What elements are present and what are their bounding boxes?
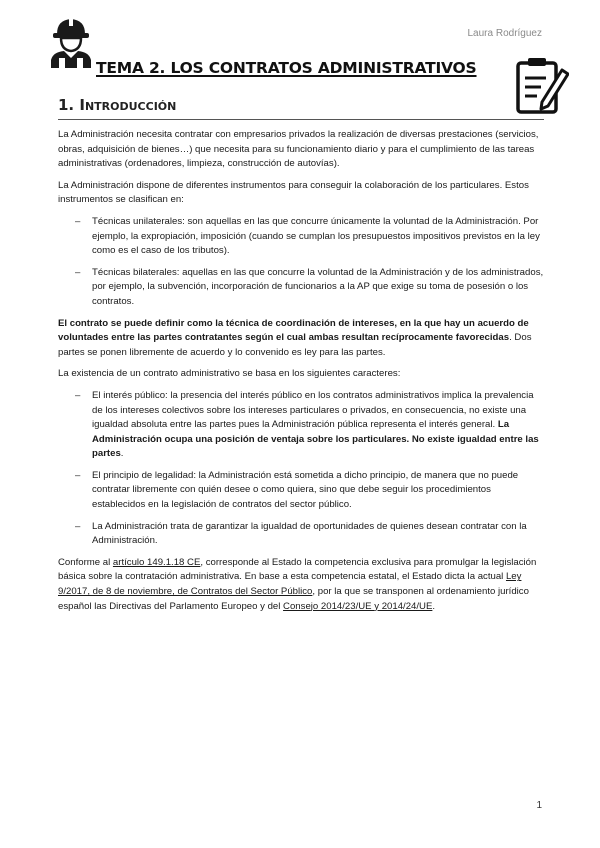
eu-directives-link[interactable]: Consejo 2014/23/UE y 2014/24/UE <box>283 600 433 612</box>
legal-text: , corresponde al Estado la competencia exclusiva para promulgar la legislación básica sobre la contratación administrativa. En base a esta competencia estatal, el Estado dicta la actual <box>58 556 537 583</box>
list-item-text: Técnicas unilaterales: son aquellas en las que concurre únicamente la voluntad de la Administración. Por ejemplo, la expropiación, imposición (cuando se cumplan los presupuestos impositivos previstos en la ley como es el caso de los tributos). <box>92 215 540 257</box>
legal-text: . <box>432 600 436 612</box>
list-item-bold: La Administración ocupa una posición de ventaja sobre los particulares. No existe igualdad entre las partes <box>92 419 539 460</box>
paragraph-contract-definition <box>58 317 544 361</box>
author-name: Laura Rodríguez <box>467 28 542 39</box>
list-item: – El principio de legalidad: la Administración está sometida a dicho principio, de manera que no puede contratar libremente con quién desee o como quiera, sino que debe seguir los procedimientos establecidos en la legislación de contratos del sector público. <box>75 469 519 511</box>
list-item-end: . <box>120 448 124 460</box>
definition-rest: . Dos partes se ponen libremente de acuerdo y lo convenido es ley para las partes. <box>58 332 532 358</box>
legal-text: Conforme al <box>58 556 113 568</box>
constitution-article-link[interactable]: artículo 149.1.18 CE <box>112 556 201 568</box>
definition-bold: El contrato se puede definir como la técnica de coordinación de intereses, en la que hay un acuerdo de voluntades entre las partes contratantes según el cual ambas resultan recíprocamente favorecidas <box>58 317 529 344</box>
page-number: 1 <box>536 800 542 811</box>
instruments-list <box>58 215 544 310</box>
paragraph-instruments: La Administración dispone de diferentes instrumentos para conseguir la colaboración de los particulares. Estos instrumentos se clasifican en: <box>58 179 529 206</box>
paragraph-characters: La existencia de un contrato administrativo se basa en los siguientes caracteres: <box>58 368 401 380</box>
list-item: – Técnicas unilaterales: son aquellas en las que concurre únicamente la voluntad de la Administración. Por ejemplo, la expropiación, imposición (cuando se cumplan los presupuestos impositivos previstos en la ley como es el caso de los tributos). <box>75 215 540 257</box>
section-heading <box>58 96 544 120</box>
list-item: – Técnicas bilaterales: aquellas en las que concurre la voluntad de la Administración y de los administrados, por ejemplo, la subvención, incorporación de funcionarios a la AP que exige su toma de posesión o los contratos. <box>75 266 544 307</box>
list-item-text: La Administración trata de garantizar la igualdad de oportunidades de quienes desean contratar con la Administración. <box>92 520 527 547</box>
paragraph-legal-basis <box>58 556 544 614</box>
characters-list <box>58 389 544 549</box>
construction-worker-icon <box>47 14 95 68</box>
law-9-2017-link[interactable]: Ley 9/2017, de 8 de noviembre, de Contratos del Sector Público <box>58 571 522 598</box>
section-title: Introducción <box>79 96 177 114</box>
section-number: 1. <box>58 96 75 114</box>
list-item: – El interés público: la presencia del interés público en los contratos administrativos implica la prevalencia de los intereses colectivos sobre los intereses particulares o privados, en consecuencia, no existe una igualdad absoluta entre las partes pues la Administración pública representa el interés general. La Administración ocupa una posición de ventaja sobre los particulares. No existe igualdad entre las partes. <box>75 389 539 460</box>
list-item: – La Administración trata de garantizar la igualdad de oportunidades de quienes desean contratar con la Administración. <box>75 520 527 547</box>
list-item-text: Técnicas bilaterales: aquellas en las que concurre la voluntad de la Administración y de los administrados, por ejemplo, la subvención, incorporación de funcionarios a la AP que exige su toma de posesión o los contratos. <box>92 266 544 307</box>
list-item-text: El principio de legalidad: la Administración está sometida a dicho principio, de manera que no puede contratar libremente con quién desee o como quiera, sino que debe seguir los procedimientos establecidos en la legislación de contratos del sector público. <box>92 469 519 511</box>
legal-text: , por la que se transponen al ordenamiento jurídico español las Directivas del Parlamento Europeo y del <box>58 586 529 612</box>
paragraph-intro: La Administración necesita contratar con empresarios privados la realización de diversas prestaciones (servicios, obras, adquisición de bienes…) que necesita para su funcionamiento diario y para el cumplimiento de las tareas administrativas (ordenadores, limpieza, construcción de autovías). <box>58 129 539 170</box>
page-title: TEMA 2. LOS CONTRATOS ADMINISTRATIVOS <box>96 59 477 77</box>
list-item-text: El interés público: la presencia del interés público en los contratos administrativos implica la prevalencia de los intereses colectivos sobre los intereses particulares o privados, en consecuencia, no existe una igualdad absoluta entre las partes pues la Administración pública representa el interés general. <box>92 389 534 431</box>
document-body <box>58 128 544 621</box>
